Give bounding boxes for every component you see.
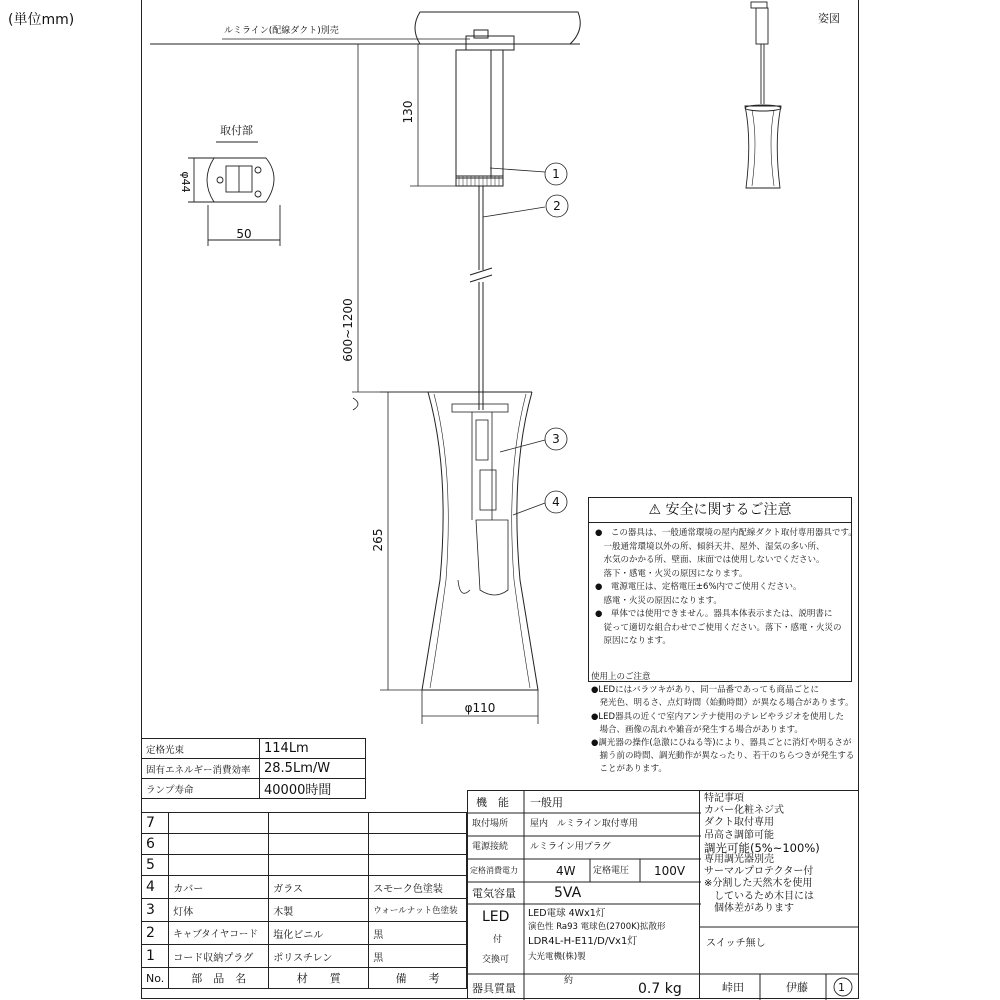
parts-table [141, 812, 467, 989]
table-row [142, 945, 467, 968]
header-note: 備 考 [369, 968, 467, 989]
part-no: 6 [142, 834, 169, 855]
notice-line: ● 電源電圧は、定格電圧±6%内でご使用ください。 [595, 582, 802, 592]
perf-label: ランプ寿命 [142, 779, 260, 799]
mount-detail [188, 142, 280, 246]
led-sub1: 付 [493, 935, 503, 945]
glass-cover [422, 392, 538, 690]
perspective-view [745, 2, 781, 188]
table-row [142, 899, 467, 922]
special-line: 調光可能(5%~100%) [704, 840, 820, 855]
dim-44: φ44 [179, 171, 192, 193]
part-note: 黒 [369, 945, 467, 968]
part-material [269, 813, 369, 834]
dimension-lines [352, 44, 538, 724]
performance-table [141, 738, 366, 799]
notice-line: ● この器具は、一般通常環境の屋内配線ダクト取付専用器具です。 [595, 528, 857, 538]
notice-line: 感電・火災の原因になります。 [595, 595, 722, 606]
special-line: しているため木目には [704, 890, 814, 902]
function-value: 一般用 [530, 796, 563, 809]
special-title: 特記事項 [704, 793, 744, 804]
dim-110: φ110 [464, 701, 496, 715]
plug-body [456, 30, 514, 186]
warning-icon: ⚠ [648, 502, 662, 518]
perf-label: 定格光束 [142, 739, 260, 759]
notice-line: 原因になります。 [595, 636, 671, 646]
notice-title [589, 498, 851, 523]
part-material [269, 855, 369, 876]
part-no: 4 [142, 876, 169, 899]
table-row [142, 876, 467, 899]
usage-line: ●LED器具の近くで室内アンテナ使用のテレビやラジオを使用した [591, 711, 845, 722]
perf-value: 28.5Lm/W [260, 759, 366, 779]
led-line: LED電球 4Wx1灯 [528, 908, 606, 919]
signature-1: 峠田 [722, 981, 744, 994]
part-name: カバー [169, 876, 269, 899]
part-note: 黒 [369, 922, 467, 945]
header-name: 部 品 名 [169, 968, 269, 989]
perf-label: 固有エネルギー消費効率 [142, 759, 260, 779]
usage-line: 揃う前の時間、調光動作が異なったり、若干のちらつきが発生する [591, 751, 855, 762]
voltage-label: 定格電圧 [593, 866, 630, 876]
part-no: 7 [142, 813, 169, 834]
usage-line: ことがあります。 [591, 764, 667, 775]
capacity-value: 5VA [554, 885, 582, 901]
part-note [369, 855, 467, 876]
power-label: 定格消費電力 [470, 866, 518, 875]
part-name: キャブタイヤコード [169, 922, 269, 945]
weight-value: 0.7 kg [638, 981, 682, 997]
dim-600-1200: 600~1200 [341, 298, 355, 362]
special-line: カバー化粧ネジ式 [704, 805, 784, 817]
callout-2: 2 [553, 199, 561, 213]
dim-130: 130 [401, 100, 415, 124]
notice-line: ● 単体では使用できません。器具本体表示または、説明書に [595, 609, 833, 619]
notice-body [589, 523, 857, 649]
specs-box [467, 790, 700, 999]
table-row [142, 779, 366, 799]
part-name [169, 855, 269, 876]
table-row [142, 759, 366, 779]
part-note: ウォールナット色塗装 [369, 899, 467, 922]
callout-3: 3 [552, 432, 560, 446]
led-sub2: 交換可 [482, 955, 510, 965]
function-label: 機 能 [476, 796, 509, 809]
usage-notes [591, 671, 854, 777]
sheet-number: 1 [838, 981, 845, 994]
table-row [142, 855, 467, 876]
dim-265: 265 [371, 528, 385, 552]
part-no: 3 [142, 899, 169, 922]
led-line: 演色性 Ra93 電球色(2700K)拡散形 [528, 922, 666, 932]
voltage-value: 100V [654, 864, 686, 878]
power-conn-label: 電源接続 [472, 842, 509, 852]
weight-label: 器具質量 [472, 982, 516, 995]
special-line: ダクト取付専用 [704, 817, 774, 829]
led-line: 大光電機(株)製 [528, 952, 586, 962]
part-no: 1 [142, 945, 169, 968]
safety-notice [588, 497, 857, 682]
part-material: ポリスチレン [269, 945, 369, 968]
callouts [483, 163, 568, 515]
table-row [142, 922, 467, 945]
mount-label: 取付部 [220, 124, 253, 137]
table-row [142, 834, 467, 855]
power-conn-value: ルミライン用プラグ [530, 842, 611, 852]
power-value: 4W [556, 864, 576, 878]
notice-line: 一般通常環境以外の所、傾斜天井、屋外、湿気の多い所、 [595, 541, 825, 552]
part-material: 木製 [269, 899, 369, 922]
dim-50: 50 [236, 227, 252, 241]
notice-title-text: 安全に関するご注意 [665, 502, 792, 518]
part-name [169, 813, 269, 834]
special-line: ※分割した天然木を使用 [704, 878, 813, 890]
special-line: 専用調光器別売 [704, 854, 774, 866]
callout-4: 4 [552, 495, 560, 509]
part-name: 灯体 [169, 899, 269, 922]
view-label: 姿図 [818, 12, 840, 25]
part-material: ガラス [269, 876, 369, 899]
part-material [269, 834, 369, 855]
special-line: 個体差があります [704, 902, 794, 914]
led-label: LED [482, 909, 510, 925]
place-value: 屋内 ルミライン取付専用 [530, 819, 638, 829]
part-no: 5 [142, 855, 169, 876]
header-material: 材 質 [269, 968, 369, 989]
place-label: 取付場所 [472, 819, 509, 829]
part-note [369, 834, 467, 855]
part-name [169, 834, 269, 855]
notice-line: 落下・感電・火災の原因になります。 [595, 568, 748, 579]
perf-value: 114Lm [260, 739, 366, 759]
table-row [142, 813, 467, 834]
duct-label: ルミライン(配線ダクト)別売 [224, 26, 339, 36]
table-row [142, 739, 366, 759]
wood-body [452, 404, 508, 595]
led-line: LDR4L-H-E11/D/Vx1灯 [528, 936, 638, 947]
part-no: 2 [142, 922, 169, 945]
part-note: スモーク色塗装 [369, 876, 467, 899]
special-notes [704, 793, 820, 915]
usage-line: ●調光器の操作(急激にひねる等)により、器具ごとに消灯や明るさが [591, 738, 852, 749]
part-note [369, 813, 467, 834]
header-no: No. [142, 968, 169, 989]
usage-line: 発光色、明るさ、点灯時間（始動時間）が異なる場合があります。 [591, 698, 854, 709]
usage-line: ●LEDにはバラツキがあり、同一品番であっても商品ごとに [591, 685, 819, 696]
notice-line: 水気のかかる所、壁面、床面では使用しないでください。 [595, 555, 825, 565]
notice-line: 従って適切な組合わせでご使用ください。落下・感電・火災の [595, 622, 842, 633]
special-line: 吊高さ調節可能 [704, 829, 774, 841]
table-header-row [142, 968, 467, 989]
signature-2: 伊藤 [786, 981, 808, 994]
perf-value: 40000時間 [260, 779, 366, 799]
unit-label: (単位mm) [8, 12, 75, 28]
switch-note: スイッチ無し [706, 938, 766, 949]
special-line: サーマルプロテクター付 [704, 866, 814, 878]
usage-line: 場合、画像の乱れや雑音が発生する場合があります。 [591, 724, 803, 735]
part-material: 塩化ビニル [269, 922, 369, 945]
usage-title: 使用上のご注意 [591, 672, 651, 682]
part-name: コード収納プラグ [169, 945, 269, 968]
weight-approx: 約 [564, 976, 574, 986]
capacity-label: 電気容量 [472, 887, 516, 900]
callout-1: 1 [552, 167, 560, 181]
cord [470, 186, 492, 410]
